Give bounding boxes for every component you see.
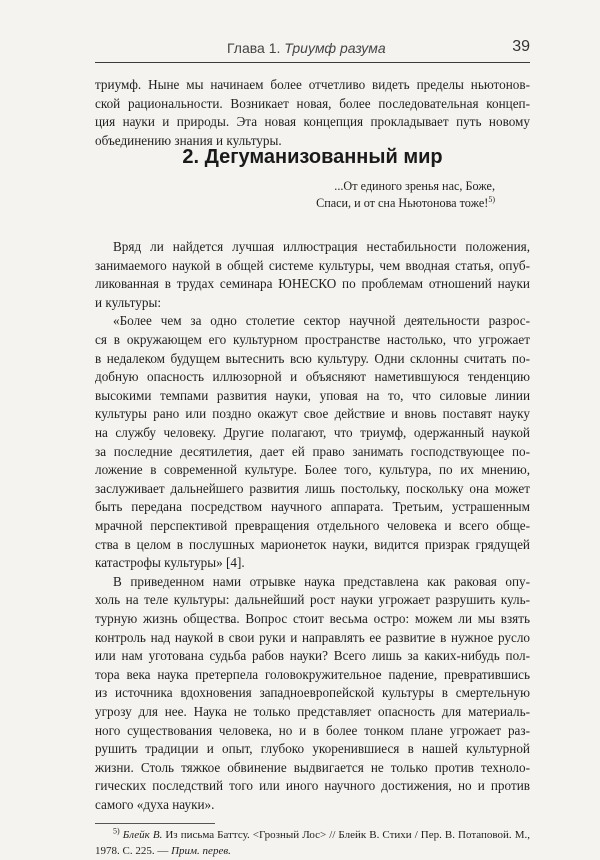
- running-header: [95, 38, 530, 63]
- quote-line: быть передана посредством научного аппарата. Третьим, устрашенным: [95, 499, 530, 514]
- quote-line: высокими темпами развития науки, уповая на то, что силовые линии: [95, 388, 530, 403]
- epigraph-line: ...От единого зренья нас, Боже,: [334, 179, 495, 193]
- text-line: или нам уготована судьба рабов науки? Всего лишь за каких-нибудь пол-: [95, 648, 530, 663]
- page-number: 39: [512, 38, 530, 55]
- chapter-title: Триумф разума: [284, 40, 386, 56]
- text-line: ция науки и природы. Эта новая концепция прокладывает путь новому: [95, 114, 530, 129]
- chapter-label: Глава 1.: [227, 40, 281, 56]
- quote-line: мрачной перспективой превращения отдельного человека и всего обще-: [95, 518, 530, 533]
- running-title: [227, 40, 386, 56]
- text-line: холь на теле культуры: дальнейший рост науки угрожает разрушить куль-: [95, 592, 530, 607]
- footnote-text: Из письма Баттсу. <Грозный Лос> // Блейк В. Стихи / Пер. В. Потаповой. М.,: [165, 829, 530, 841]
- text-line: гических последствий того или иного научного достижения, но и против: [95, 778, 530, 793]
- quote-line: культуры рано или поздно окажут свое действие и вновь поставят науку: [95, 406, 530, 421]
- footnote-author: Блейк В.: [119, 829, 166, 841]
- quote-line: «Более чем за одно столетие сектор научной деятельности разрос-: [113, 313, 530, 328]
- text-line: ской рациональности. Возникает новая, более последовательная концеп-: [95, 96, 530, 111]
- quote-line: ства в целом в послушных марионеток науки, видится призрак грядущей: [95, 537, 530, 552]
- footnote-marker: 5): [488, 194, 495, 204]
- footnote-note: Прим. перев.: [171, 845, 231, 857]
- text-line: контроль над наукой в свои руки и направлять ее развитие в нужное русло: [95, 630, 530, 645]
- section-heading: 2. Дегуманизованный мир: [182, 146, 443, 168]
- text-line: рушить традиции и опыт, глубоко укоренившиеся в нашей культурной: [95, 741, 530, 756]
- text-line: объединению знания и культуры.: [95, 133, 282, 148]
- text-line: из источника вдохновения западноевропейской культуры в смертельную: [95, 685, 530, 700]
- footnote-text: 1978. С. 225. —: [95, 845, 172, 857]
- text-line: В приведенном нами отрывке наука представлена как раковая опу-: [113, 574, 530, 589]
- footnote-number: 5): [113, 826, 120, 836]
- quote-line: за последние десятилетия, дает ей право занимать господствующее по-: [95, 444, 530, 459]
- text-line: занимаемого наукой в общей системе культуры, чем вводная статья, опуб-: [95, 258, 530, 273]
- quote-line: добную опасность иллюзорной и объясняют наметившуюся тенденцию: [95, 369, 530, 384]
- text-line: самого «духа науки».: [95, 797, 215, 812]
- text-line: тора века наука претерпела головокружительное падение, превратившись: [95, 667, 530, 682]
- text-line: угрозу для нее. Наука не только представляет опасность для материаль-: [95, 704, 530, 719]
- quote-line: ложение в современной культуре. Более того, культура, по их мнению,: [95, 462, 530, 477]
- text-line: ного существования человека, но и в более тонком плане угрожает раз-: [95, 723, 530, 738]
- epigraph-text: Спаси, и от сна Ньютонова тоже!: [316, 196, 489, 210]
- footnote-line: [95, 843, 530, 860]
- text-line: жизни. Столь тяжкое обвинение выдвигается не только против техноло-: [95, 760, 530, 775]
- footnote-line: [113, 827, 530, 844]
- quote-line: в недалеком будущем вытеснить всю культуру. Одни склонны считать по-: [95, 351, 530, 366]
- quote-line: на службу человеку. Другие полагают, что триумф, одержанный наукой: [95, 425, 530, 440]
- text-line: Вряд ли найдется лучшая иллюстрация нестабильности положения,: [113, 239, 530, 254]
- text-line: турную жизнь общества. Вопрос стоит весьма остро: можем ли мы взять: [95, 611, 530, 626]
- quote-line: заслуживает дальнейшего развития лишь постольку, поскольку она может: [95, 481, 530, 496]
- text-line: ликованная в трудах семинара ЮНЕСКО по проблемам отношений науки: [95, 276, 530, 291]
- text-line: и культуры:: [95, 295, 161, 310]
- text-line: триумф. Ныне мы начинаем более отчетливо видеть пределы ньютонов-: [95, 77, 530, 92]
- epigraph-line: [316, 195, 495, 212]
- quote-line: ся в окружающем его культурном пространстве настолько, что угрожает: [95, 332, 530, 347]
- quote-line: катастрофы культуры» [4].: [95, 555, 245, 570]
- footnote-rule: [95, 823, 215, 824]
